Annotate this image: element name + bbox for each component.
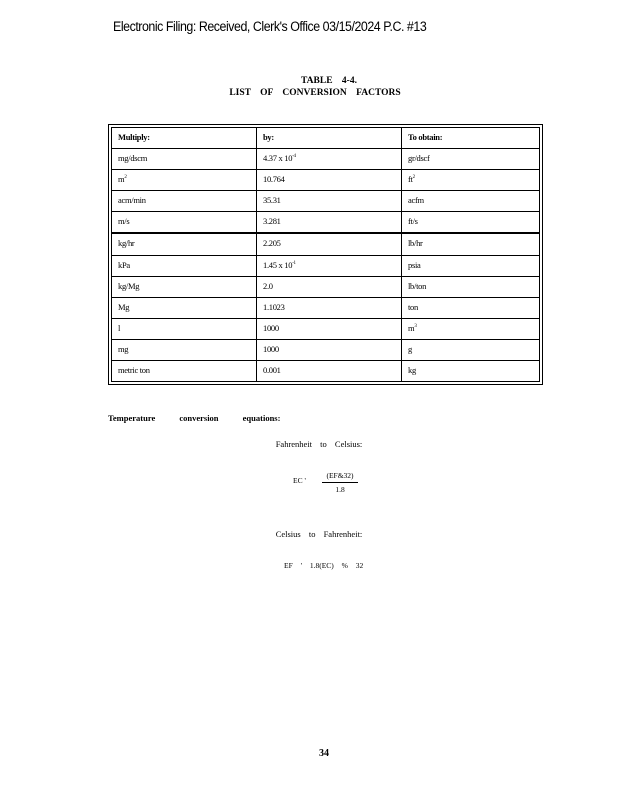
cell-by: 4.37 x $10^{-4}$ xyxy=(257,149,402,170)
filing-header: Electronic Filing: Received, Clerk's Office 03/15/2024 P.C. #13 xyxy=(113,19,427,34)
cell-by: 2.0 xyxy=(257,276,402,297)
cell-multiply-exponent: 2 xyxy=(124,175,127,181)
cell-obtain: g xyxy=(402,339,540,360)
cell-obtain: acfm xyxy=(402,191,540,212)
table-row xyxy=(112,339,540,360)
cell-multiply: kPa xyxy=(112,255,257,276)
cell-by: 1000 xyxy=(257,318,402,339)
table-title xyxy=(0,75,618,99)
cell-multiply: metric ton xyxy=(112,360,257,381)
cell-by-exponent: -1 xyxy=(292,260,296,266)
cell-by: 1000 xyxy=(257,339,402,360)
cell-obtain: kg xyxy=(402,360,540,381)
table-number: TABLE 4-4. xyxy=(301,76,357,86)
table-row xyxy=(112,360,540,381)
cell-by: 10.764 xyxy=(257,170,402,191)
temperature-label: Temperature conversion equations: xyxy=(108,413,281,423)
cell-multiply: mg xyxy=(112,339,257,360)
cell-obtain: lb/ton xyxy=(402,276,540,297)
table-caption: LIST OF CONVERSION FACTORS xyxy=(229,88,401,98)
cell-obtain: gr/dscf xyxy=(402,149,540,170)
cell-multiply: Mg xyxy=(112,297,257,318)
cell-obtain: $ft^2$ xyxy=(402,170,540,191)
cell-by: 2.205 xyxy=(257,233,402,255)
header-by: by: xyxy=(257,128,402,149)
cell-multiply: kg/hr xyxy=(112,233,257,255)
header-obtain: To obtain: xyxy=(402,128,540,149)
cell-obtain: ft/s xyxy=(402,212,540,234)
conversion-table xyxy=(108,124,543,385)
f-to-c-denominator: 1.8 xyxy=(335,485,345,494)
cell-obtain: ton xyxy=(402,297,540,318)
c-to-f-label: Celsius to Fahrenheit: xyxy=(275,529,363,539)
cell-multiply: acm/min xyxy=(112,191,257,212)
cell-multiply: kg/Mg xyxy=(112,276,257,297)
cell-multiply: m/s xyxy=(112,212,257,234)
f-to-c-numerator: (EF&32) xyxy=(322,471,358,483)
f-to-c-label: Fahrenheit to Celsius: xyxy=(275,439,363,449)
f-to-c-lhs: EC ' xyxy=(293,476,306,485)
cell-obtain-exponent: 2 xyxy=(412,175,415,181)
c-to-f-equation: EF ' 1.8(EC) % 32 xyxy=(284,561,364,570)
page-number: 34 xyxy=(319,748,329,759)
table-row xyxy=(112,149,540,170)
cell-multiply: mg/dscm xyxy=(112,149,257,170)
f-to-c-fraction xyxy=(322,471,358,494)
table-row xyxy=(112,212,540,234)
cell-obtain: $m^3$ xyxy=(402,318,540,339)
cell-obtain: psia xyxy=(402,255,540,276)
table-row xyxy=(112,191,540,212)
cell-by: 1.1023 xyxy=(257,297,402,318)
cell-by: 35.31 xyxy=(257,191,402,212)
cell-obtain: lb/hr xyxy=(402,233,540,255)
cell-by: 1.45 x $10^{-1}$ xyxy=(257,255,402,276)
cell-by: 3.281 xyxy=(257,212,402,234)
table-row xyxy=(112,170,540,191)
table-row xyxy=(112,297,540,318)
cell-by: 0.001 xyxy=(257,360,402,381)
cell-by-exponent: -4 xyxy=(292,154,296,160)
table-row xyxy=(112,318,540,339)
cell-obtain-exponent: 3 xyxy=(414,324,417,329)
cell-multiply: $m^2$ xyxy=(112,170,257,191)
table-header-row xyxy=(112,128,540,149)
cell-multiply: l xyxy=(112,318,257,339)
table-row xyxy=(112,276,540,297)
table-row xyxy=(112,255,540,276)
header-multiply: Multiply: xyxy=(112,128,257,149)
table-row xyxy=(112,233,540,255)
